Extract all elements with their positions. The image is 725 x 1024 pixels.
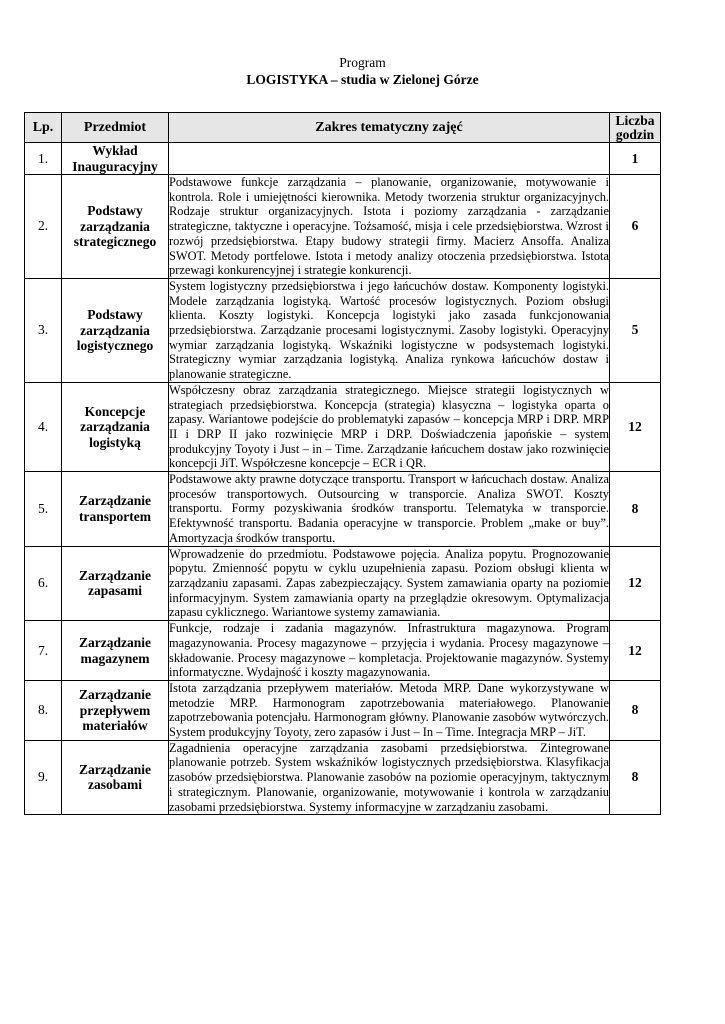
- row-hours: 1: [610, 143, 661, 175]
- row-lp: 3.: [25, 278, 62, 382]
- row-lp: 4.: [25, 382, 62, 471]
- row-scope: Istota zarządzania przepływem materiałów. Metoda MRP. Dane wykorzystywane w metodzie MRP. Harmonogram zapotrzebowania materiałowego. Planowanie zapotrzebowania potencjału. Harmonogram główny. Planowanie zasobów wytwórczych. System produkcyjny Toyoty, zero zapasów i Just – In – Time. Integracja MRP – JiT.: [169, 680, 609, 740]
- row-subject: Zarządzanie zapasami: [62, 546, 169, 621]
- header-hours-line2: godzin: [615, 126, 655, 142]
- row-hours: 8: [610, 740, 661, 815]
- table-row: [25, 278, 661, 382]
- row-hours: 12: [610, 546, 661, 621]
- row-subject: Zarządzanie magazynem: [62, 621, 169, 681]
- row-hours: 5: [610, 278, 661, 382]
- header-subject: Przedmiot: [62, 113, 169, 143]
- table-row: [25, 143, 661, 175]
- row-subject: Zarządzanie zasobami: [62, 740, 169, 815]
- row-subject: Wykład Inauguracyjny: [62, 143, 169, 175]
- row-scope: System logistyczny przedsiębiorstwa i jego łańcuchów dostaw. Komponenty logistyki. Modele zarządzania logistyką. Wartość procesów logistycznych. Poziom obsługi klienta. Koszty logistyki. Koncepcja logistyki jako zasada funkcjonowania przedsiębiorstwa. Zarządzanie procesami logistycznymi. Zasoby logistyki. Operacyjny wymiar zarządzania logistyką. Wskaźniki logistyczne w podsystemach logistyki. Strategiczny wymiar zarządzania logistyką. Analiza rynkowa łańcuchów dostaw i planowanie strategiczne.: [169, 278, 609, 382]
- row-scope: Wprowadzenie do przedmiotu. Podstawowe pojęcia. Analiza popytu. Prognozowanie popytu. Zmienność popytu w cyklu uzupełnienia zapasu. Poziom obsługi klienta w zarządzaniu zapasami. Zapas zabezpieczający. System zamawiania oparty na poziomie informacyjnym. System zamawiania oparty na przeglądzie okresowym. Optymalizacja zapasu cyklicznego. Wariantowe systemy zamawiania.: [169, 546, 609, 620]
- row-subject: Podstawy zarządzania strategicznego: [62, 175, 169, 279]
- row-subject: Zarządzanie przepływem materiałów: [62, 680, 169, 740]
- row-subject: Koncepcje zarządzania logistyką: [62, 382, 169, 471]
- row-scope: [169, 143, 610, 175]
- table-row: [25, 175, 661, 279]
- header-scope: Zakres tematyczny zajęć: [169, 113, 610, 143]
- row-scope: Podstawowe akty prawne dotyczące transportu. Transport w łańcuchach dostaw. Analiza procesów transportowych. Outsourcing w transporcie. Analiza SWOT. Koszty transportu. Formy pozyskiwania środków transportu. Telematyka w transporcie. Efektywność transportu. Badania operacyjne w transporcie. Problem „make or buy”. Amortyzacja środków transportu.: [169, 472, 609, 545]
- table-row: [25, 680, 661, 740]
- row-lp: 1.: [25, 143, 62, 175]
- row-scope: Współczesny obraz zarządzania strategicznego. Miejsce strategii logistycznych w strategiach przedsiębiorstwa. Koncepcja (strategia) klasyczna – logistyka oparta o zapasy. Wariantowe podejście do problematyki zapasów – koncepcja MRP i DRP. MRP II i DRP II jako rozwinięcie MRP i DRP. Doświadczenia japońskie – system produkcyjny Toyoty i Just – in – Time. Zarządzanie łańcuchem dostaw jako rozwinięcie koncepcji JiT. Współczesne koncepcje – ECR i QR.: [169, 382, 609, 471]
- row-lp: 6.: [25, 546, 62, 621]
- row-lp: 5.: [25, 472, 62, 547]
- row-lp: 7.: [25, 621, 62, 681]
- table-row: [25, 382, 661, 471]
- row-hours: 6: [610, 175, 661, 279]
- row-lp: 8.: [25, 680, 62, 740]
- row-scope: Funkcje, rodzaje i zadania magazynów. Infrastruktura magazynowa. Program magazynowania. Procesy magazynowe – przyjęcia i wydania. Procesy magazynowe – składowanie. Procesy magazynowe – kompletacja. Projektowanie magazynów. Systemy informatyczne. Wydajność i koszty magazynowania.: [169, 621, 609, 680]
- row-subject: Podstawy zarządzania logistycznego: [62, 278, 169, 382]
- table-header-row: [25, 113, 661, 143]
- table-row: [25, 621, 661, 681]
- header-lp: Lp.: [25, 113, 62, 143]
- header-hours: [610, 113, 661, 143]
- row-lp: 2.: [25, 175, 62, 279]
- table-row: [25, 740, 661, 815]
- row-hours: 8: [610, 680, 661, 740]
- row-hours: 12: [610, 621, 661, 681]
- row-scope: Podstawowe funkcje zarządzania – planowanie, organizowanie, motywowanie i kontrola. Role i umiejętności kierownika. Metody tworzenia struktur organizacyjnych. Rodzaje struktur organizacyjnych. Istota i poziomy zarządzania - zarządzanie strategiczne, taktyczne i operacyjne. Tożsamość, misja i cele przedsiębiorstwa. Wzrost i rozwój przedsiębiorstwa. Etapy budowy strategii firmy. Macierz Ansoffa. Analiza SWOT. Metody portfelowe. Istota i metody analizy otoczenia przedsiębiorstwa. Istota przewagi konkurencyjnej i strategie konkurencji.: [169, 175, 609, 278]
- header-hours-line1: Liczba: [615, 112, 655, 128]
- document-title: LOGISTYKA – studia w Zielonej Górze: [246, 72, 479, 87]
- table-row: [25, 472, 661, 547]
- row-subject: Zarządzanie transportem: [62, 472, 169, 547]
- table-row: [25, 546, 661, 621]
- row-hours: 8: [610, 472, 661, 547]
- row-lp: 9.: [25, 740, 62, 815]
- program-table: [24, 112, 661, 815]
- document-header: [0, 54, 725, 88]
- header-program: Program: [339, 55, 386, 70]
- row-hours: 12: [610, 382, 661, 471]
- row-scope: Zagadnienia operacyjne zarządzania zasobami przedsiębiorstwa. Zintegrowane planowanie potrzeb. System wskaźników logistycznych przedsiębiorstwa. Klasyfikacja zasobów przedsiębiorstwa. Planowanie zasobów na poziomie operacyjnym, taktycznym i strategicznym. Planowanie, organizowanie, motywowanie i kontrola w zarządzaniu zasobami przedsiębiorstwa. Systemy informacyjne w zarządzaniu zasobami.: [169, 740, 609, 814]
